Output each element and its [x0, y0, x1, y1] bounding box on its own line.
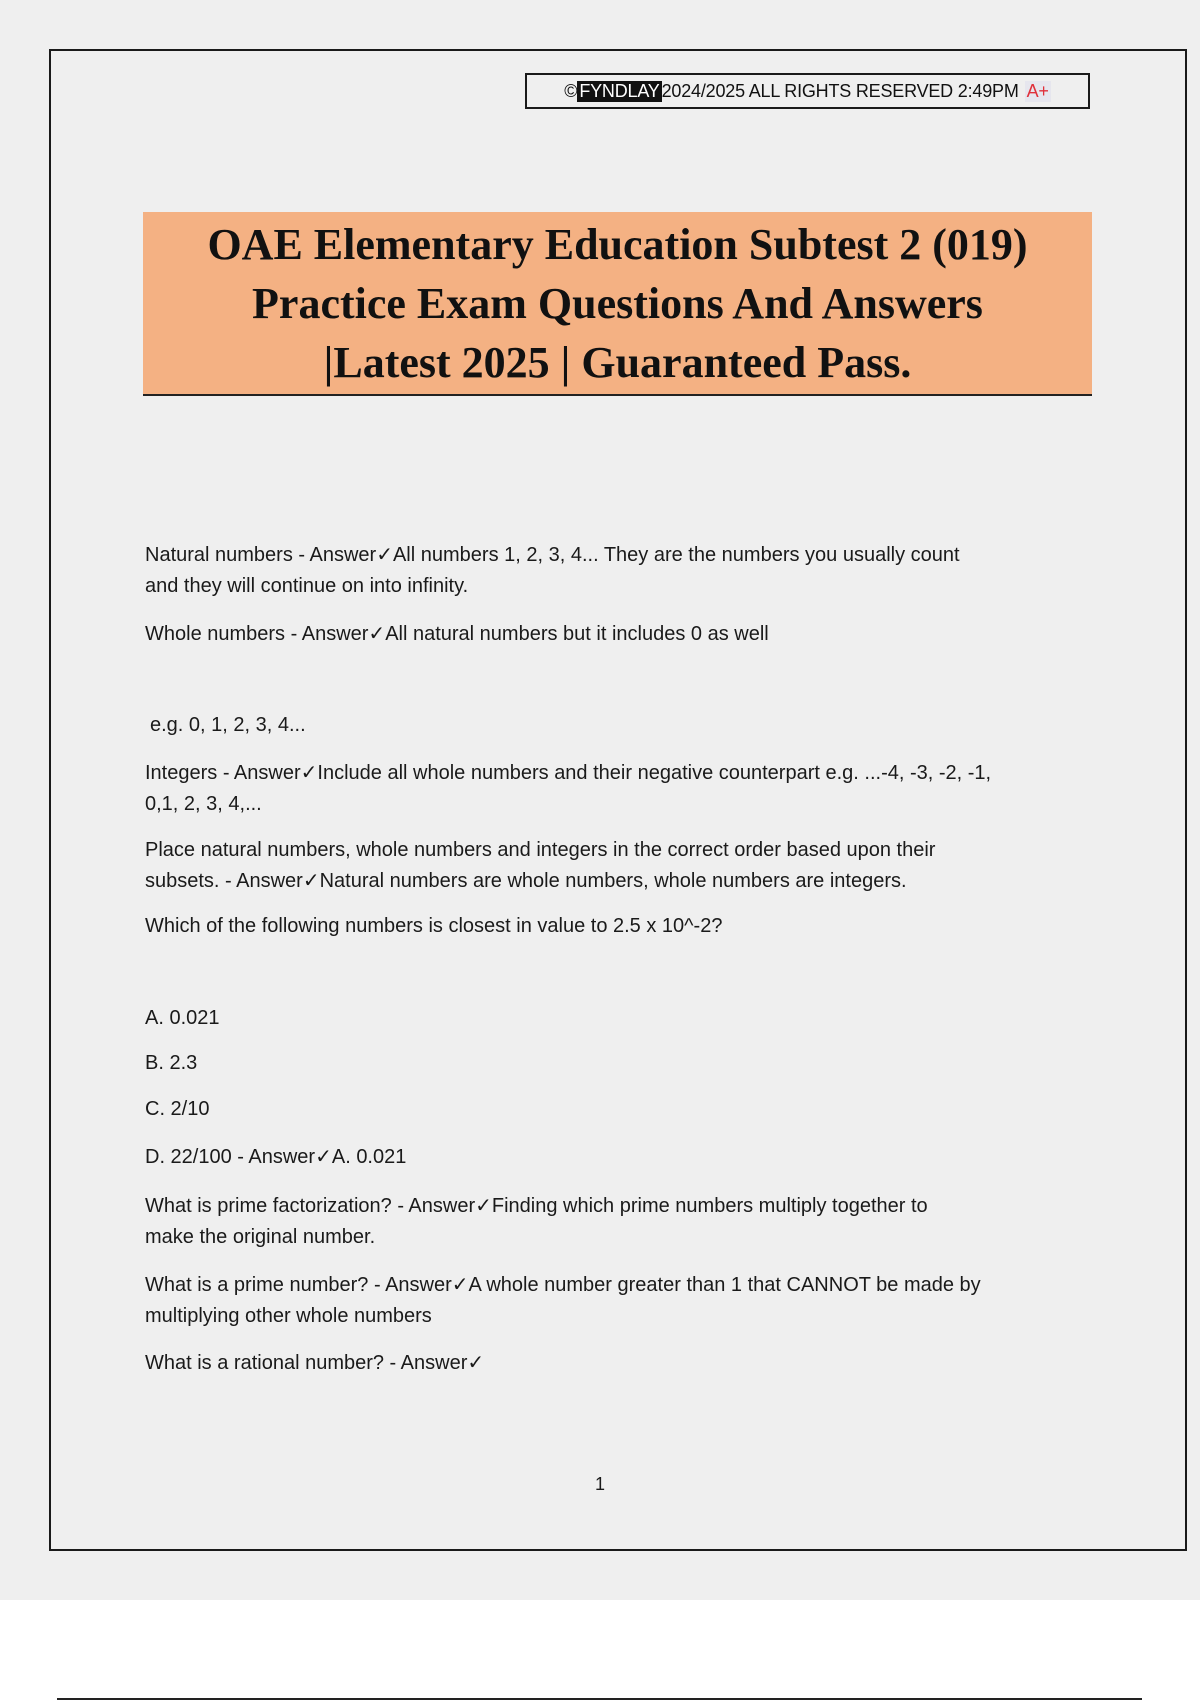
- title-line-1: OAE Elementary Education Subtest 2 (019): [207, 220, 1028, 269]
- qa-closest-question: Which of the following numbers is closest in value to 2.5 x 10^-2?: [145, 915, 723, 937]
- qa-whole: Whole numbers - Answer✓All natural numbers but it includes 0 as well: [145, 623, 769, 645]
- qa-place-line-1: Place natural numbers, whole numbers and integers in the correct order based upon their: [145, 839, 936, 861]
- qa-natural-line-2: and they will continue on into infinity.: [145, 575, 469, 597]
- check-icon: ✓: [467, 1352, 485, 1374]
- qa-prime-factorization-line-2: make the original number.: [145, 1226, 376, 1248]
- qa-content: [145, 540, 1100, 1379]
- check-icon: ✓: [300, 762, 318, 784]
- brand-name: FYNDLAY: [579, 80, 660, 101]
- copyright-header: [525, 73, 1090, 109]
- qa-whole-example: e.g. 0, 1, 2, 3, 4...: [150, 714, 306, 736]
- title-banner: [143, 212, 1092, 396]
- check-icon: ✓: [315, 1146, 332, 1168]
- grade-badge: A+: [1026, 80, 1049, 101]
- qa-prime-line-1: What is a prime number? - Answer✓A whole number greater than 1 that CANNOT be made by: [145, 1274, 981, 1296]
- qa-place-line-2: subsets. - Answer✓Natural numbers are whole numbers, whole numbers are integers.: [145, 870, 907, 892]
- rights-text: 2024/2025 ALL RIGHTS RESERVED 2:49PM: [661, 80, 1019, 101]
- qa-integers-line-1: Integers - Answer✓Include all whole numbers and their negative counterpart e.g. ...-4, -3, -2, -1,: [145, 762, 992, 784]
- option-d-answer: D. 22/100 - Answer✓A. 0.021: [145, 1146, 407, 1168]
- qa-natural-line-1: Natural numbers - Answer✓All numbers 1, 2, 3, 4... They are the numbers you usually count: [145, 544, 960, 566]
- check-icon: ✓: [475, 1195, 492, 1217]
- option-c: C. 2/10: [145, 1098, 210, 1120]
- qa-integers-line-2: 0,1, 2, 3, 4,...: [145, 793, 262, 815]
- qa-prime-line-2: multiplying other whole numbers: [145, 1305, 432, 1327]
- copyright-symbol: ©: [564, 80, 578, 101]
- title-line-3: |Latest 2025 | Guaranteed Pass.: [323, 338, 912, 387]
- option-a: A. 0.021: [145, 1007, 220, 1029]
- check-icon: ✓: [368, 623, 386, 645]
- check-icon: ✓: [451, 1274, 469, 1296]
- qa-rational: What is a rational number? - Answer✓: [145, 1352, 485, 1374]
- qa-prime-factorization-line-1: What is prime factorization? - Answer✓Finding which prime numbers multiply together to: [145, 1195, 928, 1217]
- check-icon: ✓: [302, 870, 320, 892]
- title-line-2: Practice Exam Questions And Answers: [252, 279, 983, 328]
- option-b: B. 2.3: [145, 1052, 198, 1074]
- check-icon: ✓: [376, 544, 393, 566]
- page-number: 1: [594, 1474, 605, 1494]
